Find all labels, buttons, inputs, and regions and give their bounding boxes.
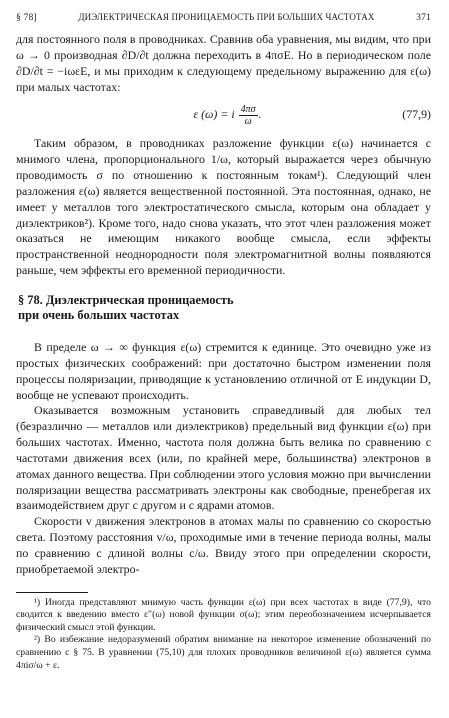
formula-lhs: ε (ω) = i	[193, 107, 235, 122]
footnote-divider	[16, 592, 88, 593]
paragraph-general: Оказывается возможным установить справедливый для любых тел (безразлично — металлов или диэлектриков) предельный вид функции ε(ω) при больших частотах. Именно, частота поля должна быть велика по сравнению с частотами движения всех (или, по крайней мере, большинства) электронов в атомах данного вещества. При соблюдении этого условия можно при вычислении поляризации вещества рассматривать электроны как свободные, пренебрегая их взаимодействием друг с другом и с ядрами атомов.	[16, 403, 431, 513]
section-heading-line-2: при очень больших частотах	[18, 308, 180, 323]
footnote-2: ²) Во избежание недоразумений обратим внимание на некоторое изменение обозначений по сравнению с § 75. В уравнении (75,10) для плохих проводников величиной ε(ω) является сумма 4πiσ/ω + ε.	[16, 634, 431, 671]
section-heading-line-1: § 78. Диэлектрическая проницаемость	[18, 292, 234, 307]
equation-number: (77,9)	[402, 107, 431, 122]
running-head-title: ДИЭЛЕКТРИЧЕСКАЯ ПРОНИЦАЕМОСТЬ ПРИ БОЛЬШИХ ЧАСТОТАХ	[78, 12, 375, 22]
formula-77-9	[16, 98, 431, 132]
intro-paragraph: для постоянного поля в проводниках. Сравнив оба уравнения, мы видим, что при ω → 0 производная ∂D/∂t должна переходить в 4πσE. Но в периодическом поле ∂D/∂t = −iωεE, и мы приходим к следующему предельному выражению для ε(ω) при малых частотах:	[16, 32, 431, 94]
formula-denominator: ω	[244, 115, 252, 127]
paragraph-conductors: Таким образом, в проводниках разложение функции ε(ω) начинается с мнимого члена, пропорционального 1/ω, который выражается через обычную проводимость σ по отношению к постоянным токам¹). Следующий член разложения ε(ω) является вещественной постоянной. Эта постоянная, однако, не имеет у металлов того электростатического смысла, которым она обладает у диэлектриков²). Кроме того, надо снова указать, что этот член разложения может оказаться не имеющим никакого вообще смысла, если эффекты пространственной неоднородности поля электромагнитной волны появляются раньше, чем эффекты его временной периодичности.	[16, 136, 431, 278]
formula-suffix: .	[258, 107, 262, 122]
formula-fraction	[239, 104, 258, 127]
paragraph-limit: В пределе ω → ∞ функция ε(ω) стремится к единице. Это очевидно уже из простых физических соображений: при достаточно быстром изменении поля процессы поляризации, приводящие к установлению отличной от E индукции D, вообще не успевают происходить.	[16, 339, 431, 402]
running-head-section-ref: § 78]	[16, 12, 37, 23]
page-number: 371	[416, 12, 431, 23]
running-head	[16, 10, 431, 25]
section-heading	[18, 293, 431, 324]
formula-expression	[16, 104, 383, 127]
footnote-1: ¹) Иногда представляют мнимую часть функции ε(ω) при всех частотах в виде (77,9), что сводится к введению вместо ε″(ω) новой функции σ(ω); этим переобозначением исчерпывается физический смысл этой функции.	[16, 596, 431, 633]
formula-numerator: 4πσ	[240, 103, 256, 115]
paragraph-velocities: Скорости v движения электронов в атомах малы по сравнению со скоростью света. Поэтому расстояния v/ω, проходимые ими в течение периода волны, малы по сравнению с длиной волны c/ω. Ввиду этого при определении скорости, приобретаемой электро-	[16, 514, 431, 576]
